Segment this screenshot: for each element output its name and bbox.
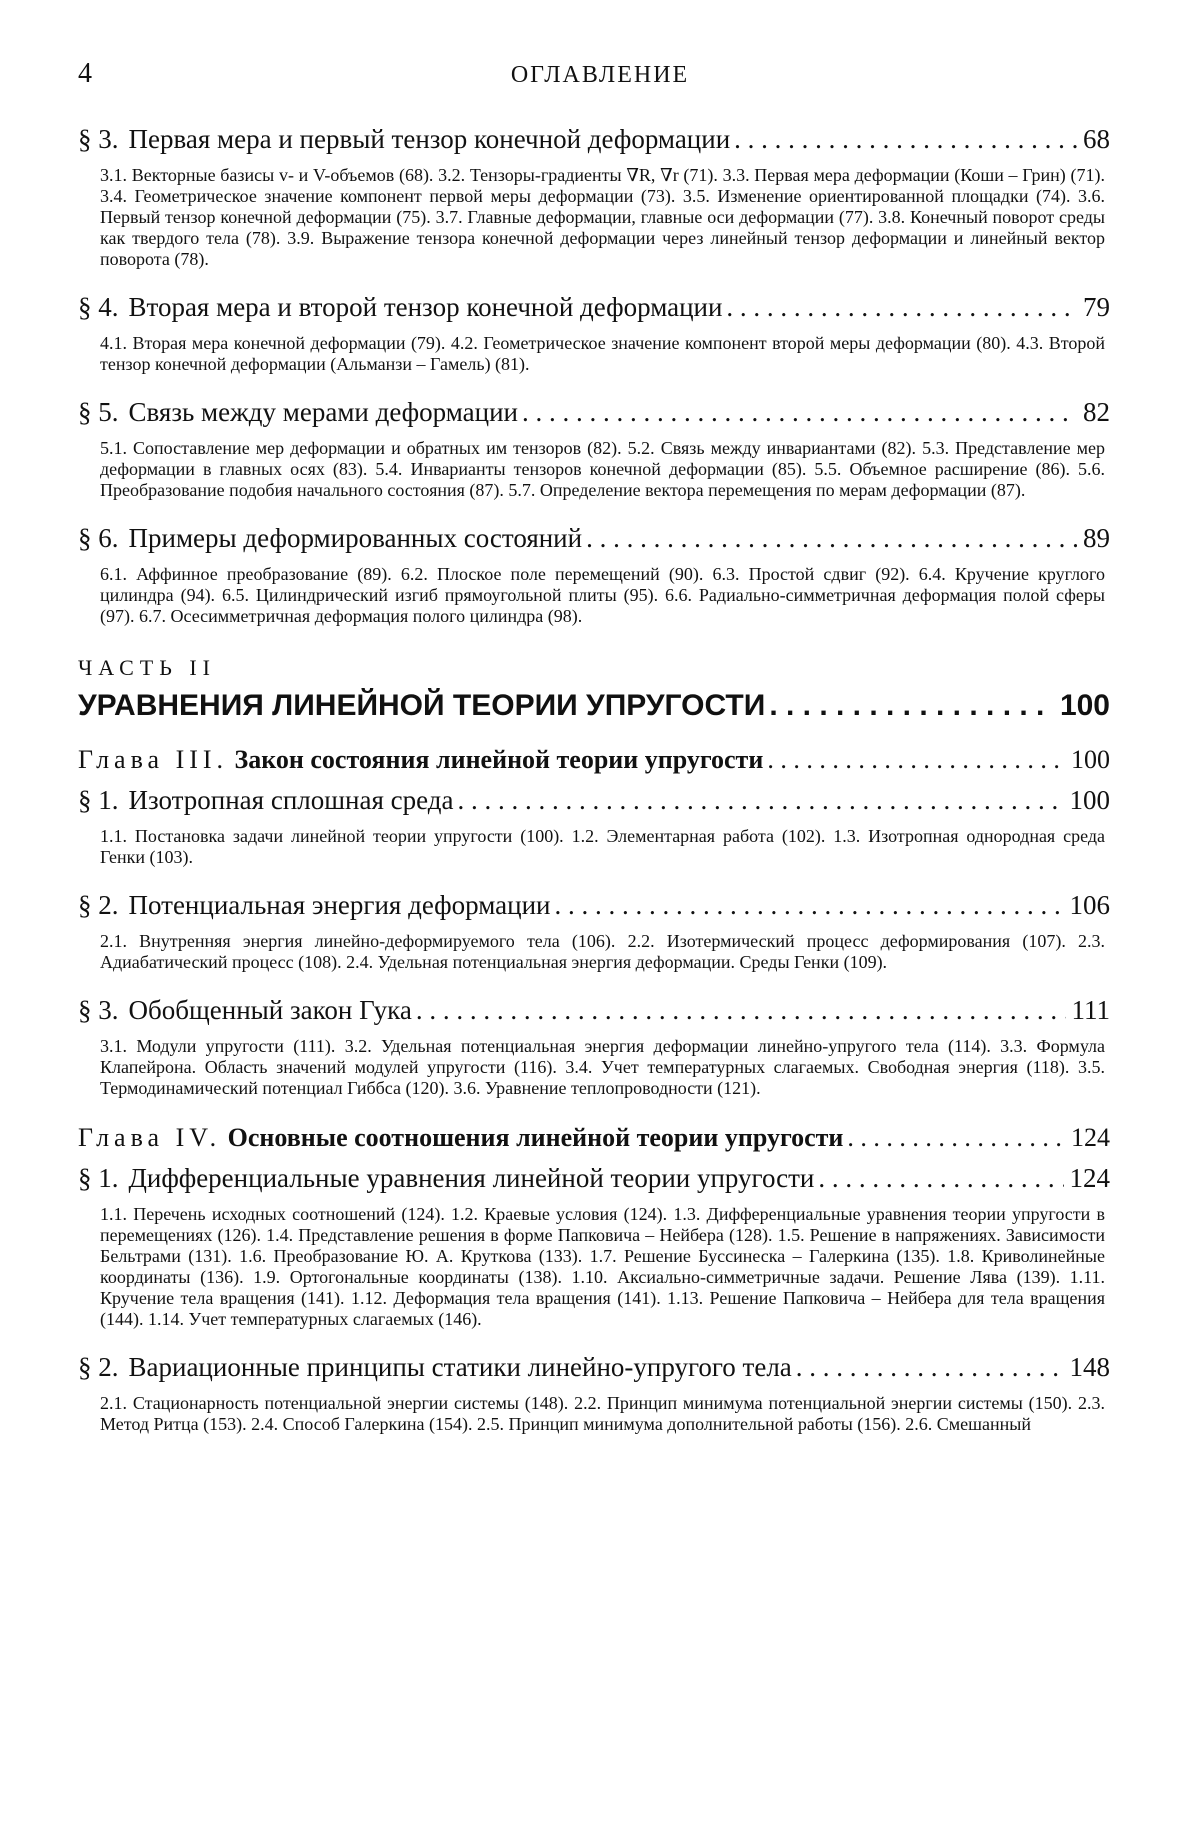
chapter-title: Закон состояния линейной теории упругости xyxy=(234,745,764,774)
dot-leader xyxy=(453,785,1063,816)
section-title: Дифференциальные уравнения линейной теории упругости xyxy=(128,1163,815,1193)
section-title: Связь между мерами деформации xyxy=(128,397,518,427)
dot-leader xyxy=(582,523,1077,554)
dot-leader xyxy=(550,890,1063,921)
chapter-label: Глава IV. xyxy=(78,1123,222,1152)
part-page: 100 xyxy=(1059,689,1110,722)
section-subtopics: 1.1. Постановка задачи линейной теории упругости (100). 1.2. Элементарная работа (102). 1.3. Изотропная однородная среда Генки (103). xyxy=(100,826,1105,867)
chapter-page: 100 xyxy=(1071,745,1110,774)
section-subtopics: 5.1. Сопоставление мер деформации и обратных им тензоров (82). 5.2. Связь между инвариантами (82). 5.3. Представление мер деформации в главных осях (83). 5.4. Инварианты тензоров конечной деформации (85). 5.5. Объемное расширение (86). 5.6. Преобразование подобия начального состояния (87). 5.7. Определение вектора перемещения по мерам деформации (87). xyxy=(100,438,1105,500)
section-page: 79 xyxy=(1083,292,1110,322)
section-subtopics: 3.1. Модули упругости (111). 3.2. Удельная потенциальная энергия деформации линейно-упругого тела (114). 3.3. Формула Клапейрона. Область значений модулей упругости (116). 3.4. Учет температурных слагаемых. Свободная энергия (118). 3.5. Термодинамический потенциал Гиббса (120). 3.6. Уравнение теплопроводности (121). xyxy=(100,1036,1105,1098)
dot-leader xyxy=(814,1163,1063,1194)
toc-chapter[interactable] xyxy=(78,745,1110,775)
section-title: Первая мера и первый тензор конечной деформации xyxy=(128,124,731,154)
section-title: Вторая мера и второй тензор конечной деформации xyxy=(128,292,723,322)
page-header xyxy=(0,58,1200,98)
section-mark: § 4. xyxy=(78,292,119,322)
section-title: Обобщенный закон Гука xyxy=(128,995,412,1025)
dot-leader xyxy=(843,1123,1065,1153)
toc-section[interactable] xyxy=(78,124,1110,155)
dot-leader xyxy=(722,292,1077,323)
table-of-contents xyxy=(78,124,1110,1435)
toc-section[interactable] xyxy=(78,523,1110,554)
chapter-label: Глава III. xyxy=(78,745,229,774)
toc-section[interactable] xyxy=(78,785,1110,816)
dot-leader xyxy=(763,745,1065,775)
section-mark: § 3. xyxy=(78,995,119,1025)
dot-leader xyxy=(765,689,1054,723)
section-mark: § 2. xyxy=(78,1352,119,1382)
section-mark: § 1. xyxy=(78,1163,119,1193)
toc-part[interactable] xyxy=(78,689,1110,723)
toc-section[interactable] xyxy=(78,397,1110,428)
part-title: УРАВНЕНИЯ ЛИНЕЙНОЙ ТЕОРИИ УПРУГОСТИ xyxy=(78,689,766,722)
toc-section[interactable] xyxy=(78,1352,1110,1383)
section-page: 148 xyxy=(1069,1352,1110,1382)
section-page: 68 xyxy=(1083,124,1110,154)
section-mark: § 6. xyxy=(78,523,119,553)
section-page: 124 xyxy=(1069,1163,1110,1193)
toc-chapter[interactable] xyxy=(78,1123,1110,1153)
dot-leader xyxy=(730,124,1077,155)
section-page: 111 xyxy=(1071,995,1110,1025)
part-label: ЧАСТЬ II xyxy=(78,655,216,680)
toc-section[interactable] xyxy=(78,890,1110,921)
chapter-page: 124 xyxy=(1071,1123,1110,1152)
running-title: ОГЛАВЛЕНИЕ xyxy=(510,62,690,88)
section-mark: § 3. xyxy=(78,124,119,154)
section-subtopics: 3.1. Векторные базисы v- и V-объемов (68). 3.2. Тензоры-градиенты ∇R, ∇r (71). 3.3. Первая мера деформации (Коши – Грин) (71). 3.4. Геометрическое значение компонент первой меры деформации (73). 3.5. Изменение ориентированной площадки (74). 3.6. Первый тензор конечной деформации (75). 3.7. Главные деформации, главные оси деформации (77). 3.8. Конечный поворот среды как твердого тела (78). 3.9. Выражение тензора конечной деформации через линейный тензор деформации и линейный вектор поворота (78). xyxy=(100,165,1105,269)
dot-leader xyxy=(792,1352,1064,1383)
section-title: Вариационные принципы статики линейно-упругого тела xyxy=(128,1352,792,1382)
chapter-title: Основные соотношения линейной теории упругости xyxy=(227,1123,844,1152)
section-mark: § 5. xyxy=(78,397,119,427)
toc-section[interactable] xyxy=(78,292,1110,323)
toc-section[interactable] xyxy=(78,995,1110,1026)
section-subtopics: 1.1. Перечень исходных соотношений (124). 1.2. Краевые условия (124). 1.3. Дифференциальные уравнения теории упругости в перемещениях (126). 1.4. Представление решения в форме Папковича – Нейбера (128). 1.5. Решение в напряжениях. Зависимости Бельтрами (131). 1.6. Преобразование Ю. А. Круткова (133). 1.7. Решение Буссинеска – Галеркина (135). 1.8. Криволинейные координаты (136). 1.9. Ортогональные координаты (138). 1.10. Аксиально-симметричные задачи. Решение Лява (139). 1.11. Кручение тела вращения (141). 1.12. Деформация тела вращения (141). 1.13. Решение Папковича – Нейбера для тела вращения (144). 1.14. Учет температурных слагаемых (146). xyxy=(100,1204,1105,1329)
section-title: Примеры деформированных состояний xyxy=(128,523,583,553)
toc-section[interactable] xyxy=(78,1163,1110,1194)
section-mark: § 2. xyxy=(78,890,119,920)
dot-leader xyxy=(412,995,1066,1026)
section-subtopics: 2.1. Внутренняя энергия линейно-деформируемого тела (106). 2.2. Изотермический процесс деформирования (107). 2.3. Адиабатический процесс (108). 2.4. Удельная потенциальная энергия деформации. Среды Генки (109). xyxy=(100,931,1105,972)
section-page: 100 xyxy=(1069,785,1110,815)
section-subtopics: 4.1. Вторая мера конечной деформации (79). 4.2. Геометрическое значение компонент второй меры деформации (80). 4.3. Второй тензор конечной деформации (Альманзи – Гамель) (81). xyxy=(100,333,1105,374)
section-page: 106 xyxy=(1069,890,1110,920)
page-number: 4 xyxy=(78,58,92,89)
section-subtopics: 2.1. Стационарность потенциальной энергии системы (148). 2.2. Принцип минимума потенциальной энергии системы (150). 2.3. Метод Ритца (153). 2.4. Способ Галеркина (154). 2.5. Принцип минимума дополнительной работы (156). 2.6. Смешанный xyxy=(100,1393,1105,1434)
section-page: 82 xyxy=(1083,397,1110,427)
section-title: Изотропная сплошная среда xyxy=(128,785,454,815)
section-subtopics: 6.1. Аффинное преобразование (89). 6.2. Плоское поле перемещений (90). 6.3. Простой сдвиг (92). 6.4. Кручение круглого цилиндра (94). 6.5. Цилиндрический изгиб прямоугольной плиты (95). 6.6. Радиально-симметричная деформация полой сферы (97). 6.7. Осесимметричная деформация полого цилиндра (98). xyxy=(100,564,1105,626)
section-title: Потенциальная энергия деформации xyxy=(128,890,551,920)
section-mark: § 1. xyxy=(78,785,119,815)
dot-leader xyxy=(518,397,1077,428)
section-page: 89 xyxy=(1083,523,1110,553)
